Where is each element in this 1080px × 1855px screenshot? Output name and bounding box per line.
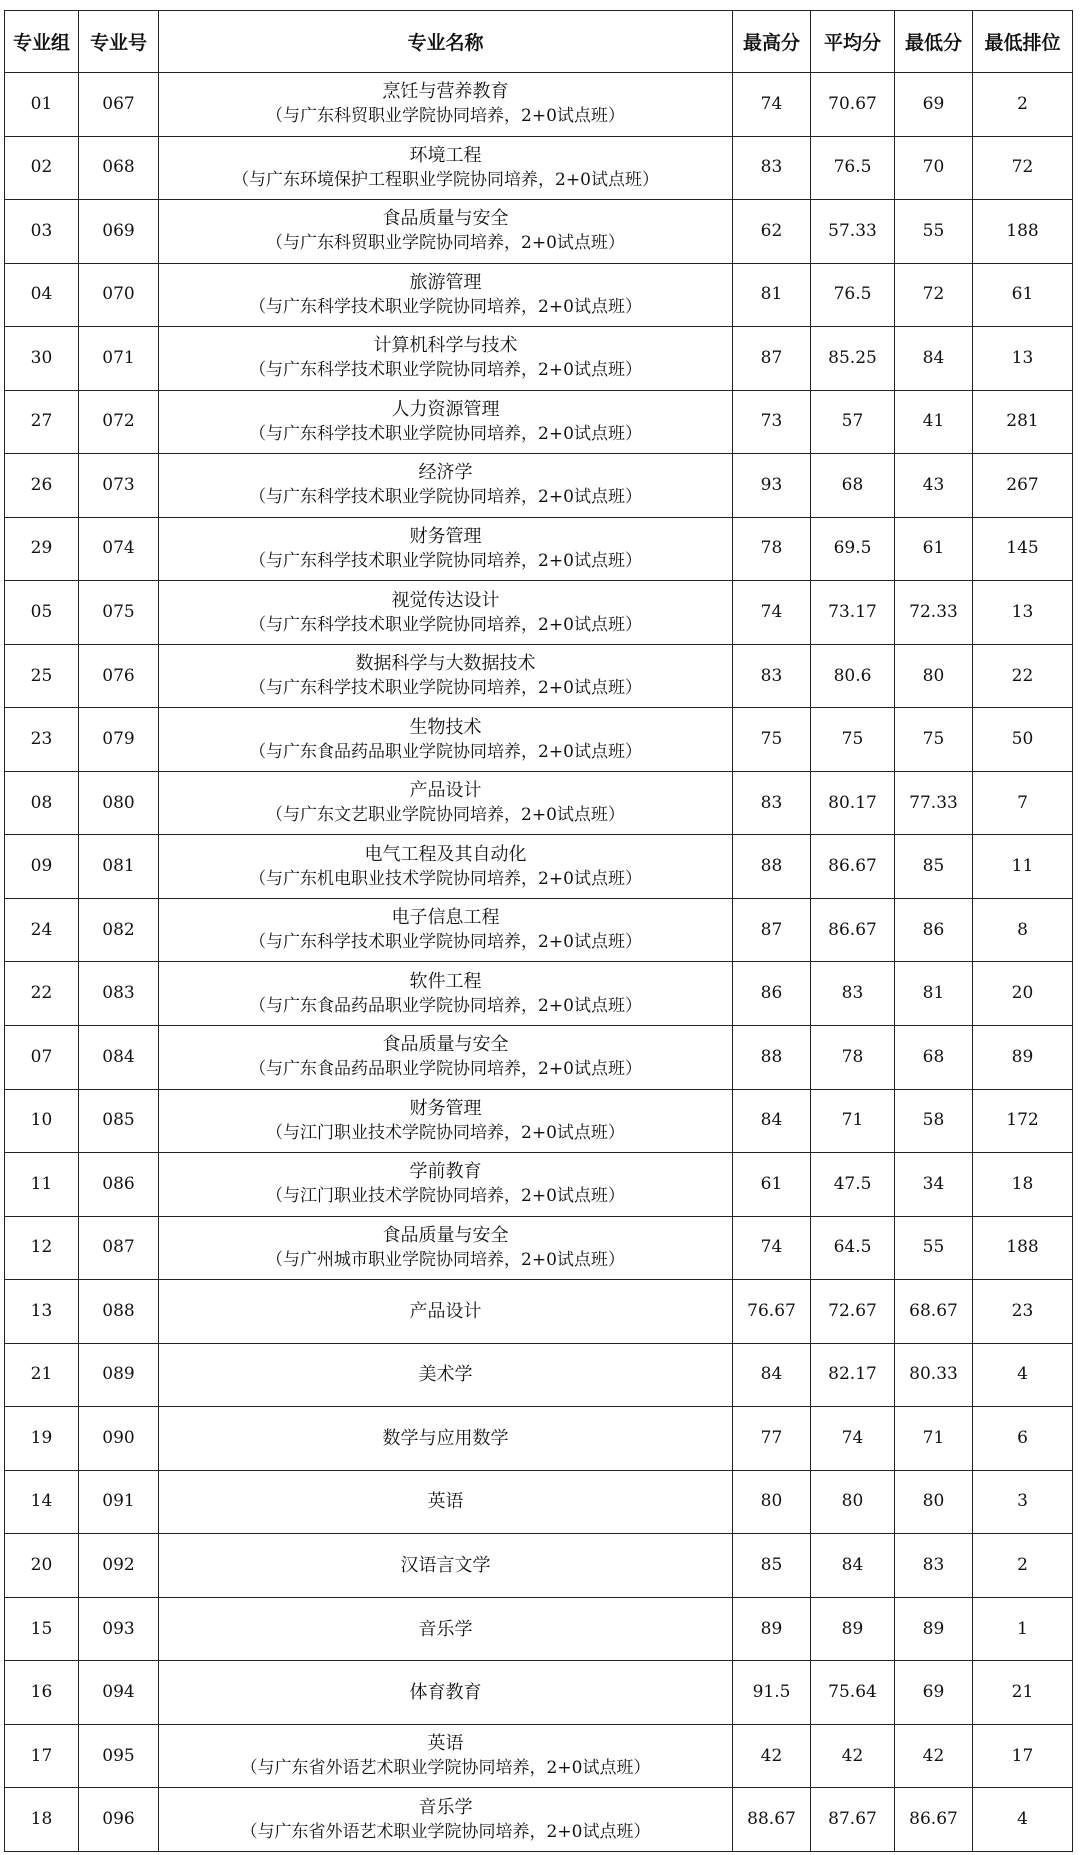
header-row (5, 11, 1073, 73)
major-name-cell (159, 1661, 733, 1725)
group-cell: 29 (5, 517, 79, 581)
min-rank-cell: 2 (973, 73, 1073, 137)
major-name: 财务管理 (409, 525, 482, 547)
major-name-cell (159, 1025, 733, 1089)
min-rank-cell: 7 (973, 771, 1073, 835)
code-cell: 081 (79, 835, 159, 899)
min-score-cell: 69 (895, 1661, 973, 1725)
code-cell: 090 (79, 1407, 159, 1471)
major-name-cell (159, 1788, 733, 1852)
major-name-cell (159, 1153, 733, 1217)
code-cell: 069 (79, 200, 159, 264)
header-avg: 平均分 (811, 11, 895, 73)
major-note: （与广东科贸职业学院协同培养，2+0试点班） (266, 233, 625, 254)
max-score-cell: 87 (733, 327, 811, 391)
min-score-cell: 72.33 (895, 581, 973, 645)
major-note: （与广东科学技术职业学院协同培养，2+0试点班） (249, 423, 642, 444)
header-code: 专业号 (79, 11, 159, 73)
avg-score-cell: 80.6 (811, 644, 895, 708)
group-cell: 03 (5, 200, 79, 264)
min-score-cell: 80.33 (895, 1343, 973, 1407)
group-cell: 11 (5, 1153, 79, 1217)
min-score-cell: 89 (895, 1597, 973, 1661)
min-rank-cell: 1 (973, 1597, 1073, 1661)
code-cell: 067 (79, 73, 159, 137)
major-name: 数据科学与大数据技术 (355, 653, 536, 675)
major-name: 软件工程 (409, 970, 482, 992)
avg-score-cell: 47.5 (811, 1153, 895, 1217)
min-score-cell: 71 (895, 1407, 973, 1471)
avg-score-cell: 87.67 (811, 1788, 895, 1852)
major-name-cell (159, 1534, 733, 1598)
avg-score-cell: 69.5 (811, 517, 895, 581)
group-cell: 18 (5, 1788, 79, 1852)
code-cell: 070 (79, 263, 159, 327)
min-rank-cell: 172 (973, 1089, 1073, 1153)
major-name: 英语 (427, 1733, 464, 1755)
group-cell: 13 (5, 1280, 79, 1344)
avg-score-cell: 82.17 (811, 1343, 895, 1407)
min-rank-cell: 23 (973, 1280, 1073, 1344)
table-row (5, 136, 1073, 200)
major-name: 烹饪与营养教育 (382, 81, 509, 103)
code-cell: 095 (79, 1724, 159, 1788)
major-note: （与广东科学技术职业学院协同培养，2+0试点班） (249, 487, 642, 508)
table-row (5, 962, 1073, 1026)
table-row (5, 73, 1073, 137)
table-row (5, 1216, 1073, 1280)
min-score-cell: 58 (895, 1089, 973, 1153)
max-score-cell: 73 (733, 390, 811, 454)
max-score-cell: 74 (733, 73, 811, 137)
code-cell: 088 (79, 1280, 159, 1344)
group-cell: 27 (5, 390, 79, 454)
major-note: （与广东文艺职业学院协同培养，2+0试点班） (266, 805, 625, 826)
avg-score-cell: 68 (811, 454, 895, 518)
max-score-cell: 86 (733, 962, 811, 1026)
major-note: （与广州城市职业学院协同培养，2+0试点班） (266, 1249, 625, 1270)
code-cell: 092 (79, 1534, 159, 1598)
group-cell: 16 (5, 1661, 79, 1725)
group-cell: 07 (5, 1025, 79, 1089)
major-note: （与广东科学技术职业学院协同培养，2+0试点班） (249, 550, 642, 571)
table-row (5, 200, 1073, 264)
major-note: （与江门职业技术学院协同培养，2+0试点班） (266, 1122, 625, 1143)
max-score-cell: 83 (733, 136, 811, 200)
avg-score-cell: 57.33 (811, 200, 895, 264)
table-row (5, 771, 1073, 835)
major-name: 美术学 (418, 1364, 473, 1386)
avg-score-cell: 80.17 (811, 771, 895, 835)
code-cell: 074 (79, 517, 159, 581)
major-name-cell (159, 73, 733, 137)
min-rank-cell: 3 (973, 1470, 1073, 1534)
min-rank-cell: 72 (973, 136, 1073, 200)
major-name-cell (159, 390, 733, 454)
header-max: 最高分 (733, 11, 811, 73)
max-score-cell: 88 (733, 835, 811, 899)
group-cell: 22 (5, 962, 79, 1026)
code-cell: 089 (79, 1343, 159, 1407)
major-note: （与广东科学技术职业学院协同培养，2+0试点班） (249, 614, 642, 635)
avg-score-cell: 75.64 (811, 1661, 895, 1725)
major-name: 音乐学 (418, 1618, 473, 1640)
group-cell: 05 (5, 581, 79, 645)
max-score-cell: 87 (733, 898, 811, 962)
major-name: 英语 (427, 1491, 464, 1513)
code-cell: 096 (79, 1788, 159, 1852)
group-cell: 15 (5, 1597, 79, 1661)
major-note: （与广东科学技术职业学院协同培养，2+0试点班） (249, 360, 642, 381)
code-cell: 068 (79, 136, 159, 200)
group-cell: 04 (5, 263, 79, 327)
major-note: （与广东食品药品职业学院协同培养，2+0试点班） (249, 741, 642, 762)
max-score-cell: 80 (733, 1470, 811, 1534)
table-row (5, 1153, 1073, 1217)
min-score-cell: 55 (895, 200, 973, 264)
major-note: （与江门职业技术学院协同培养，2+0试点班） (266, 1186, 625, 1207)
min-rank-cell: 61 (973, 263, 1073, 327)
major-name: 食品质量与安全 (382, 1034, 509, 1056)
min-score-cell: 34 (895, 1153, 973, 1217)
code-cell: 087 (79, 1216, 159, 1280)
min-score-cell: 86 (895, 898, 973, 962)
avg-score-cell: 80 (811, 1470, 895, 1534)
table-row (5, 1724, 1073, 1788)
min-rank-cell: 17 (973, 1724, 1073, 1788)
min-rank-cell: 13 (973, 581, 1073, 645)
avg-score-cell: 72.67 (811, 1280, 895, 1344)
major-note: （与广东食品药品职业学院协同培养，2+0试点班） (249, 995, 642, 1016)
major-name: 食品质量与安全 (382, 208, 509, 230)
avg-score-cell: 57 (811, 390, 895, 454)
major-name: 旅游管理 (409, 271, 482, 293)
code-cell: 076 (79, 644, 159, 708)
table-row (5, 263, 1073, 327)
min-rank-cell: 2 (973, 1534, 1073, 1598)
max-score-cell: 93 (733, 454, 811, 518)
major-name-cell (159, 1724, 733, 1788)
max-score-cell: 62 (733, 200, 811, 264)
max-score-cell: 74 (733, 1216, 811, 1280)
max-score-cell: 85 (733, 1534, 811, 1598)
min-score-cell: 70 (895, 136, 973, 200)
code-cell: 085 (79, 1089, 159, 1153)
group-cell: 21 (5, 1343, 79, 1407)
table-row (5, 581, 1073, 645)
code-cell: 075 (79, 581, 159, 645)
major-note: （与广东科学技术职业学院协同培养，2+0试点班） (249, 296, 642, 317)
avg-score-cell: 84 (811, 1534, 895, 1598)
major-name: 视觉传达设计 (391, 589, 500, 611)
group-cell: 12 (5, 1216, 79, 1280)
table-row (5, 1534, 1073, 1598)
major-name-cell (159, 454, 733, 518)
major-name-cell (159, 517, 733, 581)
min-rank-cell: 18 (973, 1153, 1073, 1217)
min-score-cell: 41 (895, 390, 973, 454)
avg-score-cell: 70.67 (811, 73, 895, 137)
min-rank-cell: 50 (973, 708, 1073, 772)
table-row (5, 1661, 1073, 1725)
major-name: 财务管理 (409, 1097, 482, 1119)
min-score-cell: 86.67 (895, 1788, 973, 1852)
major-name-cell (159, 1280, 733, 1344)
major-name-cell (159, 581, 733, 645)
header-min: 最低分 (895, 11, 973, 73)
min-rank-cell: 13 (973, 327, 1073, 391)
major-note: （与广东省外语艺术职业学院协同培养，2+0试点班） (240, 1758, 651, 1779)
avg-score-cell: 75 (811, 708, 895, 772)
min-rank-cell: 21 (973, 1661, 1073, 1725)
major-name: 电气工程及其自动化 (364, 843, 527, 865)
major-note: （与广东科学技术职业学院协同培养，2+0试点班） (249, 932, 642, 953)
min-score-cell: 43 (895, 454, 973, 518)
code-cell: 093 (79, 1597, 159, 1661)
major-name: 人力资源管理 (391, 398, 500, 420)
group-cell: 01 (5, 73, 79, 137)
table-row (5, 1089, 1073, 1153)
max-score-cell: 74 (733, 581, 811, 645)
min-rank-cell: 267 (973, 454, 1073, 518)
header-rank: 最低排位 (973, 11, 1073, 73)
major-name: 产品设计 (409, 780, 482, 802)
min-score-cell: 75 (895, 708, 973, 772)
table-row (5, 517, 1073, 581)
min-rank-cell: 188 (973, 1216, 1073, 1280)
major-name-cell (159, 1216, 733, 1280)
min-rank-cell: 188 (973, 200, 1073, 264)
min-score-cell: 68 (895, 1025, 973, 1089)
major-name-cell (159, 263, 733, 327)
major-name-cell (159, 898, 733, 962)
major-name: 电子信息工程 (391, 907, 500, 929)
avg-score-cell: 83 (811, 962, 895, 1026)
major-name: 计算机科学与技术 (373, 335, 518, 357)
min-score-cell: 77.33 (895, 771, 973, 835)
avg-score-cell: 64.5 (811, 1216, 895, 1280)
code-cell: 091 (79, 1470, 159, 1534)
code-cell: 082 (79, 898, 159, 962)
min-rank-cell: 4 (973, 1788, 1073, 1852)
avg-score-cell: 89 (811, 1597, 895, 1661)
min-rank-cell: 89 (973, 1025, 1073, 1089)
min-score-cell: 55 (895, 1216, 973, 1280)
group-cell: 25 (5, 644, 79, 708)
group-cell: 08 (5, 771, 79, 835)
table-body (5, 73, 1073, 1852)
group-cell: 10 (5, 1089, 79, 1153)
table-row (5, 1343, 1073, 1407)
max-score-cell: 75 (733, 708, 811, 772)
min-rank-cell: 22 (973, 644, 1073, 708)
table-row (5, 898, 1073, 962)
table-row (5, 1788, 1073, 1852)
avg-score-cell: 73.17 (811, 581, 895, 645)
avg-score-cell: 76.5 (811, 263, 895, 327)
min-score-cell: 42 (895, 1724, 973, 1788)
min-score-cell: 85 (895, 835, 973, 899)
table-row (5, 390, 1073, 454)
min-score-cell: 69 (895, 73, 973, 137)
group-cell: 19 (5, 1407, 79, 1471)
min-rank-cell: 145 (973, 517, 1073, 581)
max-score-cell: 88.67 (733, 1788, 811, 1852)
major-name-cell (159, 1597, 733, 1661)
min-rank-cell: 11 (973, 835, 1073, 899)
min-rank-cell: 4 (973, 1343, 1073, 1407)
major-name: 经济学 (418, 462, 473, 484)
avg-score-cell: 74 (811, 1407, 895, 1471)
code-cell: 072 (79, 390, 159, 454)
major-name-cell (159, 644, 733, 708)
major-name-cell (159, 771, 733, 835)
min-score-cell: 84 (895, 327, 973, 391)
avg-score-cell: 86.67 (811, 835, 895, 899)
code-cell: 094 (79, 1661, 159, 1725)
group-cell: 20 (5, 1534, 79, 1598)
code-cell: 073 (79, 454, 159, 518)
code-cell: 079 (79, 708, 159, 772)
group-cell: 02 (5, 136, 79, 200)
min-score-cell: 68.67 (895, 1280, 973, 1344)
table-row (5, 708, 1073, 772)
max-score-cell: 84 (733, 1343, 811, 1407)
table-row (5, 1470, 1073, 1534)
avg-score-cell: 42 (811, 1724, 895, 1788)
major-name: 数学与应用数学 (382, 1427, 509, 1449)
major-name-cell (159, 1470, 733, 1534)
major-name-cell (159, 708, 733, 772)
table-row (5, 644, 1073, 708)
major-name-cell (159, 327, 733, 391)
table-row (5, 1280, 1073, 1344)
group-cell: 14 (5, 1470, 79, 1534)
max-score-cell: 77 (733, 1407, 811, 1471)
group-cell: 26 (5, 454, 79, 518)
min-score-cell: 61 (895, 517, 973, 581)
major-name-cell (159, 962, 733, 1026)
major-name: 学前教育 (409, 1161, 482, 1183)
major-name-cell (159, 1089, 733, 1153)
major-name-cell (159, 1407, 733, 1471)
max-score-cell: 83 (733, 644, 811, 708)
max-score-cell: 42 (733, 1724, 811, 1788)
max-score-cell: 88 (733, 1025, 811, 1089)
major-name-cell (159, 1343, 733, 1407)
major-name: 环境工程 (409, 144, 482, 166)
min-rank-cell: 8 (973, 898, 1073, 962)
header-name: 专业名称 (159, 11, 733, 73)
max-score-cell: 76.67 (733, 1280, 811, 1344)
major-note: （与广东机电职业技术学院协同培养，2+0试点班） (249, 868, 642, 889)
major-name: 食品质量与安全 (382, 1224, 509, 1246)
major-name-cell (159, 136, 733, 200)
max-score-cell: 83 (733, 771, 811, 835)
min-rank-cell: 281 (973, 390, 1073, 454)
major-name: 音乐学 (418, 1796, 473, 1818)
min-score-cell: 80 (895, 644, 973, 708)
major-note: （与广东食品药品职业学院协同培养，2+0试点班） (249, 1059, 642, 1080)
group-cell: 30 (5, 327, 79, 391)
max-score-cell: 89 (733, 1597, 811, 1661)
major-note: （与广东科贸职业学院协同培养，2+0试点班） (266, 106, 625, 127)
table-row (5, 327, 1073, 391)
max-score-cell: 78 (733, 517, 811, 581)
major-name-cell (159, 835, 733, 899)
group-cell: 24 (5, 898, 79, 962)
max-score-cell: 91.5 (733, 1661, 811, 1725)
min-rank-cell: 20 (973, 962, 1073, 1026)
header-group: 专业组 (5, 11, 79, 73)
group-cell: 23 (5, 708, 79, 772)
min-score-cell: 80 (895, 1470, 973, 1534)
avg-score-cell: 71 (811, 1089, 895, 1153)
table-row (5, 454, 1073, 518)
major-note: （与广东环境保护工程职业学院协同培养，2+0试点班） (232, 169, 659, 190)
table-row (5, 835, 1073, 899)
avg-score-cell: 86.67 (811, 898, 895, 962)
major-name: 汉语言文学 (400, 1554, 491, 1576)
code-cell: 086 (79, 1153, 159, 1217)
code-cell: 084 (79, 1025, 159, 1089)
table-row (5, 1597, 1073, 1661)
table-row (5, 1025, 1073, 1089)
group-cell: 17 (5, 1724, 79, 1788)
max-score-cell: 81 (733, 263, 811, 327)
min-rank-cell: 6 (973, 1407, 1073, 1471)
max-score-cell: 84 (733, 1089, 811, 1153)
code-cell: 083 (79, 962, 159, 1026)
min-score-cell: 83 (895, 1534, 973, 1598)
admission-score-table (4, 10, 1073, 1852)
code-cell: 080 (79, 771, 159, 835)
avg-score-cell: 76.5 (811, 136, 895, 200)
major-name: 体育教育 (409, 1682, 482, 1704)
table-row (5, 1407, 1073, 1471)
avg-score-cell: 78 (811, 1025, 895, 1089)
major-name: 产品设计 (409, 1300, 482, 1322)
group-cell: 09 (5, 835, 79, 899)
max-score-cell: 61 (733, 1153, 811, 1217)
major-name: 生物技术 (409, 716, 482, 738)
avg-score-cell: 85.25 (811, 327, 895, 391)
major-note: （与广东科学技术职业学院协同培养，2+0试点班） (249, 678, 642, 699)
major-note: （与广东省外语艺术职业学院协同培养，2+0试点班） (240, 1821, 651, 1842)
min-score-cell: 72 (895, 263, 973, 327)
code-cell: 071 (79, 327, 159, 391)
major-name-cell (159, 200, 733, 264)
min-score-cell: 81 (895, 962, 973, 1026)
